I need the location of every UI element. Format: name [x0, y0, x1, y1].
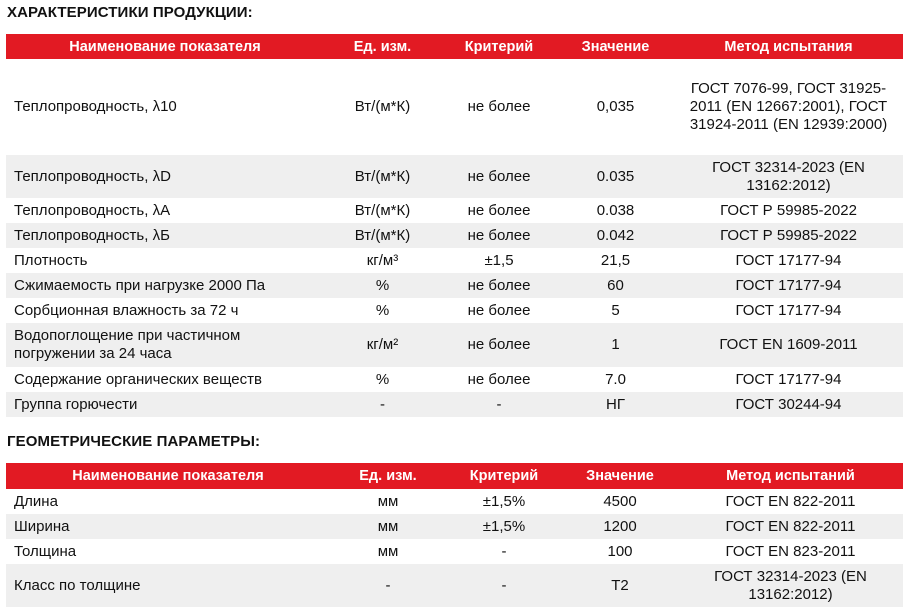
row-value: 4500	[603, 492, 637, 510]
row-unit: -	[324, 392, 441, 417]
row-unit: Вт/(м*К)	[354, 201, 411, 219]
header-criterion: Критерий	[446, 463, 562, 489]
row-unit: -	[330, 564, 446, 607]
row-unit: кг/м³	[366, 251, 399, 269]
row-value: 5	[611, 301, 620, 319]
row-unit: кг/м²	[324, 323, 441, 367]
row-value: 21,5	[600, 251, 631, 269]
row-unit: мм	[377, 492, 399, 510]
table-row	[6, 367, 903, 392]
table-row	[6, 155, 903, 198]
table-row	[6, 298, 903, 323]
row-criterion: не более	[467, 370, 531, 388]
row-method: ГОСТ 30244-94	[674, 392, 903, 417]
row-criterion: не более	[441, 155, 557, 198]
product-characteristics-table	[6, 34, 903, 417]
row-method: ГОСТ Р 59985-2022	[674, 223, 903, 248]
table-row	[6, 59, 903, 155]
section-title-product-characteristics: ХАРАКТЕРИСТИКИ ПРОДУКЦИИ:	[7, 4, 253, 21]
row-criterion: ±1,5	[484, 251, 514, 269]
row-unit: %	[324, 273, 441, 298]
row-unit: %	[375, 301, 390, 319]
row-value: 7.0	[605, 370, 626, 388]
row-method: ГОСТ 7076-99, ГОСТ 31925-2011 (EN 12667:2001), ГОСТ 31924-2011 (EN 12939:2000)	[689, 80, 888, 133]
table-row	[6, 539, 903, 564]
row-criterion: не более	[441, 273, 557, 298]
row-unit: %	[375, 370, 390, 388]
row-value: 100	[607, 542, 633, 560]
row-unit: Вт/(м*К)	[324, 223, 441, 248]
table-row	[6, 273, 903, 298]
header-value: Значение	[557, 34, 674, 59]
row-method: ГОСТ EN 823-2011	[725, 542, 856, 560]
row-criterion: ±1,5%	[482, 492, 526, 510]
header-unit: Ед. изм.	[324, 34, 441, 59]
header-criterion: Критерий	[441, 34, 557, 59]
row-value: НГ	[557, 392, 674, 417]
row-method: ГОСТ 32314-2023 (EN 13162:2012)	[678, 564, 903, 607]
row-unit: мм	[330, 514, 446, 539]
row-method: ГОСТ 17177-94	[735, 370, 842, 388]
table-row	[6, 489, 903, 514]
row-method: ГОСТ EN 822-2011	[678, 514, 903, 539]
row-name: Сжимаемость при нагрузке 2000 Па	[6, 273, 324, 298]
row-name: Плотность	[14, 251, 88, 269]
row-name: Класс по толщине	[6, 564, 330, 607]
table-row	[6, 564, 903, 607]
row-name: Содержание органических веществ	[14, 370, 262, 388]
row-criterion: -	[446, 564, 562, 607]
row-unit: Вт/(м*К)	[354, 98, 411, 115]
table-header-row	[6, 463, 903, 489]
header-unit: Ед. изм.	[330, 463, 446, 489]
header-method: Метод испытаний	[678, 463, 903, 489]
header-method: Метод испытания	[674, 34, 903, 59]
row-value: 0.035	[557, 155, 674, 198]
table-row	[6, 392, 903, 417]
row-unit: мм	[377, 542, 399, 560]
row-name: Группа горючести	[6, 392, 324, 417]
row-criterion: не более	[467, 201, 531, 219]
row-name: Теплопроводность, λD	[6, 155, 324, 198]
row-method: ГОСТ EN 1609-2011	[674, 323, 903, 367]
header-value: Значение	[562, 463, 678, 489]
row-unit: Вт/(м*К)	[324, 155, 441, 198]
row-method: ГОСТ 32314-2023 (EN 13162:2012)	[674, 155, 903, 198]
row-value: 1200	[562, 514, 678, 539]
row-criterion: не более	[441, 223, 557, 248]
header-name: Наименование показателя	[6, 34, 324, 59]
header-name: Наименование показателя	[6, 463, 330, 489]
row-criterion: не более	[467, 98, 531, 115]
table-row	[6, 248, 903, 273]
table-row	[6, 323, 903, 367]
table-row	[6, 223, 903, 248]
row-criterion: -	[501, 542, 507, 560]
table-row	[6, 514, 903, 539]
row-name: Длина	[14, 492, 58, 510]
row-criterion: не более	[441, 323, 557, 367]
row-value: 0.038	[596, 201, 635, 219]
row-criterion: -	[441, 392, 557, 417]
row-name: Сорбционная влажность за 72 ч	[14, 301, 239, 319]
row-value: 60	[557, 273, 674, 298]
row-value: T2	[562, 564, 678, 607]
row-name: Теплопроводность, λ10	[14, 98, 177, 115]
row-method: ГОСТ EN 822-2011	[725, 492, 856, 510]
row-value: 0.042	[557, 223, 674, 248]
row-value: 0,035	[596, 98, 635, 115]
row-method: ГОСТ 17177-94	[735, 301, 842, 319]
row-method: ГОСТ Р 59985-2022	[720, 201, 857, 219]
row-name: Теплопроводность, λА	[14, 201, 171, 219]
row-criterion: ±1,5%	[446, 514, 562, 539]
row-method: ГОСТ 17177-94	[735, 251, 842, 269]
geometric-parameters-table	[6, 463, 903, 607]
section-title-geometric-parameters: ГЕОМЕТРИЧЕСКИЕ ПАРАМЕТРЫ:	[7, 433, 261, 450]
row-name: Водопоглощение при частичном погружении за 24 часа	[6, 323, 324, 367]
table-row	[6, 198, 903, 223]
row-method: ГОСТ 17177-94	[674, 273, 903, 298]
row-value: 1	[557, 323, 674, 367]
table-header-row	[6, 34, 903, 59]
row-name: Ширина	[6, 514, 330, 539]
row-name: Теплопроводность, λБ	[6, 223, 324, 248]
row-name: Толщина	[14, 542, 77, 560]
row-criterion: не более	[467, 301, 531, 319]
